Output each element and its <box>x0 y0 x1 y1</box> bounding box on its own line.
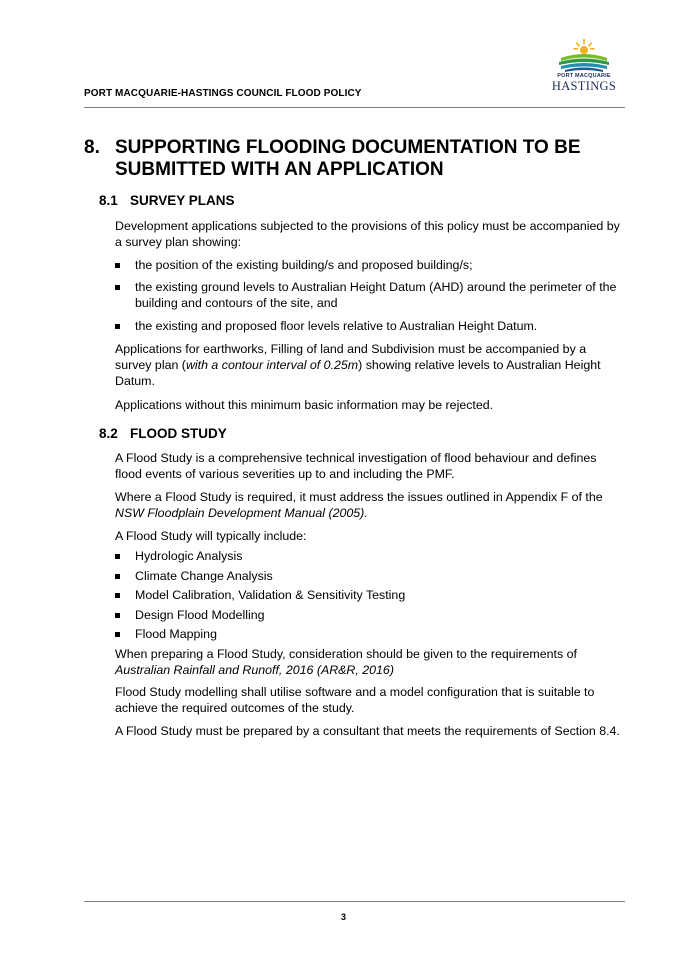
flood-arr-paragraph: When preparing a Flood Study, consideration should be given to the requirements of Australian Rainfall and Runoff, 2016 (AR&R, 2016) <box>115 647 577 677</box>
list-item-text: Hydrologic Analysis <box>135 549 243 563</box>
bullet-square-icon <box>115 324 120 329</box>
list-item-text: Climate Change Analysis <box>135 569 273 583</box>
flood-requirement-paragraph: Where a Flood Study is required, it must address the issues outlined in Appendix F of the NSW Floodplain Development Manual (2005). <box>115 490 603 520</box>
sun-wave-logo-icon <box>549 38 619 74</box>
bullet-square-icon <box>115 632 120 637</box>
list-item-text: Design Flood Modelling <box>135 608 265 622</box>
document-header-title: PORT MACQUARIE-HASTINGS COUNCIL FLOOD POLICY <box>84 88 362 99</box>
flood-definition-paragraph: A Flood Study is a comprehensive technical investigation of flood behaviour and defines flood events of various severities up to and including the PMF. <box>115 451 597 481</box>
list-item-text: the existing ground levels to Australian Height Datum (AHD) around the perimeter of the building and contours of the site, and <box>135 280 617 310</box>
page-number: 3 <box>340 912 346 922</box>
bullet-square-icon <box>115 574 120 579</box>
header-divider <box>84 107 625 108</box>
list-item-text: the position of the existing building/s and proposed building/s; <box>135 258 473 272</box>
survey-earthworks-paragraph: Applications for earthworks, Filling of land and Subdivision must be accompanied by a survey plan (with a contour interval of 0.25m) showing relative levels to Australian Height Datum. <box>115 342 601 388</box>
subsection-title: SURVEY PLANS <box>130 193 235 208</box>
flood-consultant-paragraph: A Flood Study must be prepared by a consultant that meets the requirements of Section 8.4. <box>115 724 620 738</box>
list-item-text: Model Calibration, Validation & Sensitivity Testing <box>135 588 406 602</box>
bullet-square-icon <box>115 285 120 290</box>
council-logo <box>549 38 619 96</box>
logo-text-hastings: HASTINGS <box>551 79 617 93</box>
section-title: SUPPORTING FLOODING DOCUMENTATION TO BE SUBMITTED WITH AN APPLICATION <box>115 137 581 180</box>
footer-divider <box>84 901 625 902</box>
subsection-title: FLOOD STUDY <box>130 426 227 441</box>
logo-text-port-macquarie: PORT MACQUARIE <box>557 73 611 79</box>
subsection-number: 8.1 <box>99 193 118 208</box>
bullet-square-icon <box>115 554 120 559</box>
survey-intro-paragraph: Development applications subjected to the provisions of this policy must be accompanied by a survey plan showing: <box>115 219 620 249</box>
bullet-square-icon <box>115 593 120 598</box>
bullet-square-icon <box>115 263 120 268</box>
section-number: 8. <box>84 137 100 158</box>
survey-rejection-paragraph: Applications without this minimum basic information may be rejected. <box>115 398 494 412</box>
subsection-number: 8.2 <box>99 426 118 441</box>
flood-include-intro: A Flood Study will typically include: <box>115 529 307 543</box>
bullet-square-icon <box>115 613 120 618</box>
list-item-text: the existing and proposed floor levels relative to Australian Height Datum. <box>135 319 538 333</box>
list-item-text: Flood Mapping <box>135 627 217 641</box>
flood-modelling-paragraph: Flood Study modelling shall utilise software and a model configuration that is suitable to achieve the required outcomes of the study. <box>115 685 595 715</box>
